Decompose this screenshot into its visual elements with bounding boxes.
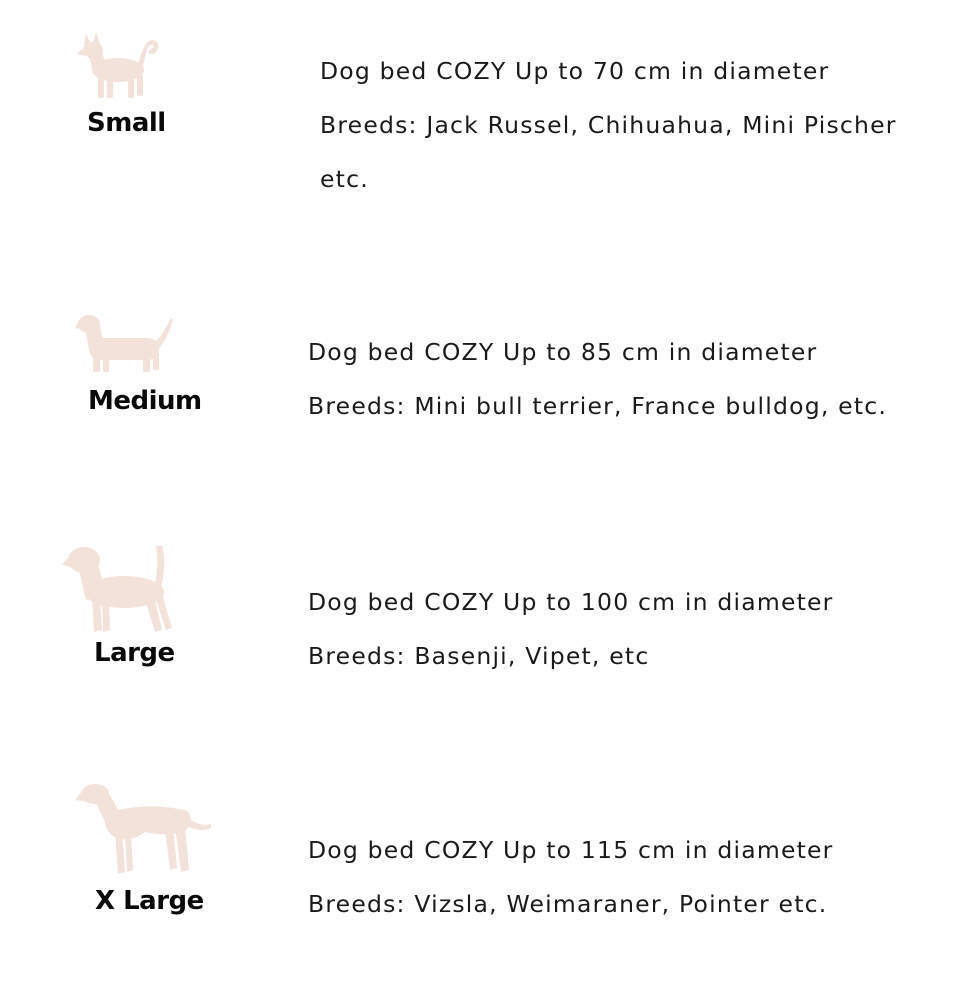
bed-size-text: Dog bed COZY Up to 115 cm in diameter [308, 836, 834, 864]
small-dog-icon [76, 30, 160, 100]
greyhound-icon [75, 780, 213, 876]
breeds-text: Breeds: Vizsla, Weimaraner, Pointer etc. [308, 890, 828, 918]
size-label-large: Large [94, 638, 175, 668]
bed-size-text: Dog bed COZY Up to 100 cm in diameter [308, 588, 834, 616]
bed-size-text: Dog bed COZY Up to 85 cm in diameter [308, 338, 818, 366]
size-description-medium [308, 325, 928, 433]
size-label-small: Small [87, 108, 166, 138]
size-description-x-large [308, 823, 928, 931]
size-description-large [308, 575, 928, 683]
breeds-text: Breeds: Jack Russel, Chihuahua, Mini Pischer etc. [320, 111, 897, 193]
size-label-medium: Medium [88, 386, 202, 416]
size-description-small [320, 44, 900, 206]
beagle-icon [62, 544, 178, 634]
bed-size-text: Dog bed COZY Up to 70 cm in diameter [320, 57, 830, 85]
size-label-x-large: X Large [95, 886, 204, 916]
breeds-text: Breeds: Mini bull terrier, France bulldog, etc. [308, 392, 888, 420]
breeds-text: Breeds: Basenji, Vipet, etc [308, 642, 650, 670]
dachshund-icon [75, 312, 175, 374]
